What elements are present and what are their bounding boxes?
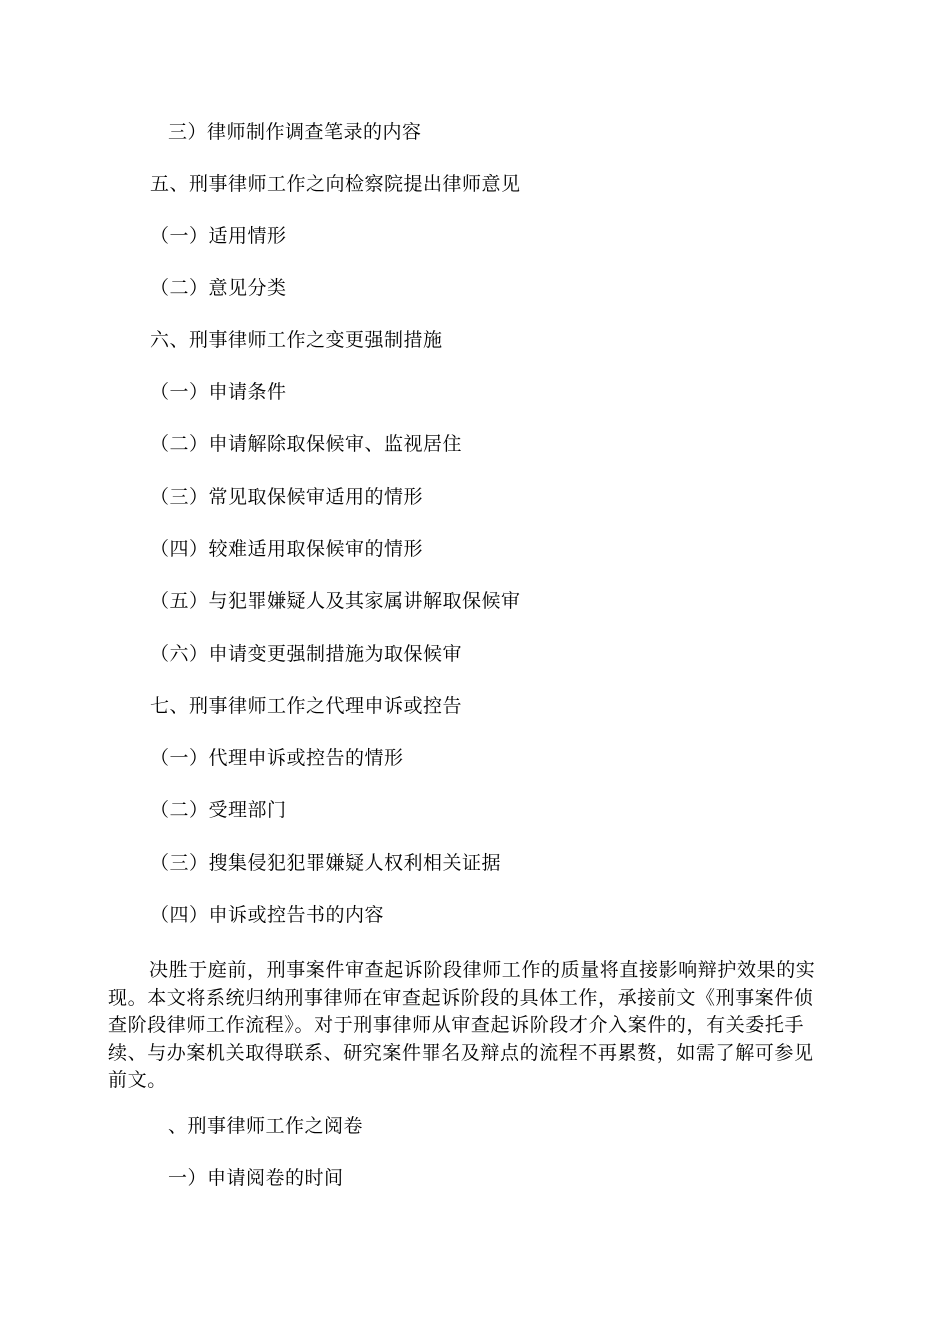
- intro-paragraph: [108, 957, 840, 1095]
- paragraph-line: 现。本文将系统归纳刑事律师在审查起诉阶段的具体工作，承接前文《刑事案件侦: [108, 986, 814, 1009]
- list-item: （一）申请条件: [150, 381, 287, 403]
- list-item: （一）适用情形: [150, 225, 287, 247]
- list-item: （四）申诉或控告书的内容: [150, 904, 385, 926]
- heading-section-seven: 七、刑事律师工作之代理申诉或控告: [150, 695, 463, 717]
- list-item: （三）搜集侵犯犯罪嫌疑人权利相关证据: [150, 852, 502, 874]
- list-item: （二）受理部门: [150, 799, 287, 821]
- paragraph-line: 续、与办案机关取得联系、研究案件罪名及辩点的流程不再累赘，如需了解可参见: [108, 1041, 814, 1064]
- heading-section-five: 五、刑事律师工作之向检察院提出律师意见: [150, 173, 521, 195]
- heading-sub-three: 三）律师制作调查笔录的内容: [168, 121, 422, 143]
- list-item: （一）代理申诉或控告的情形: [150, 747, 404, 769]
- list-item: （四）较难适用取保候审的情形: [150, 538, 424, 560]
- list-item: （三）常见取保候审适用的情形: [150, 486, 424, 508]
- heading-section-reading: 、刑事律师工作之阅卷: [168, 1115, 364, 1137]
- paragraph-line: 查阶段律师工作流程》。对于刑事律师从审查起诉阶段才介入案件的，有关委托手: [108, 1014, 805, 1036]
- paragraph-line: 决胜于庭前，刑事案件审查起诉阶段律师工作的质量将直接影响辩护效果的实: [149, 959, 816, 981]
- list-item: （五）与犯罪嫌疑人及其家属讲解取保候审: [150, 590, 521, 612]
- list-item: （二）意见分类: [150, 277, 287, 299]
- paragraph-line: 前文。: [108, 1069, 167, 1091]
- list-item: （六）申请变更强制措施为取保候审: [150, 643, 463, 665]
- heading-section-six: 六、刑事律师工作之变更强制措施: [150, 329, 443, 351]
- list-item: （二）申请解除取保候审、监视居住: [150, 433, 463, 455]
- heading-sub-one: 一）申请阅卷的时间: [168, 1167, 344, 1189]
